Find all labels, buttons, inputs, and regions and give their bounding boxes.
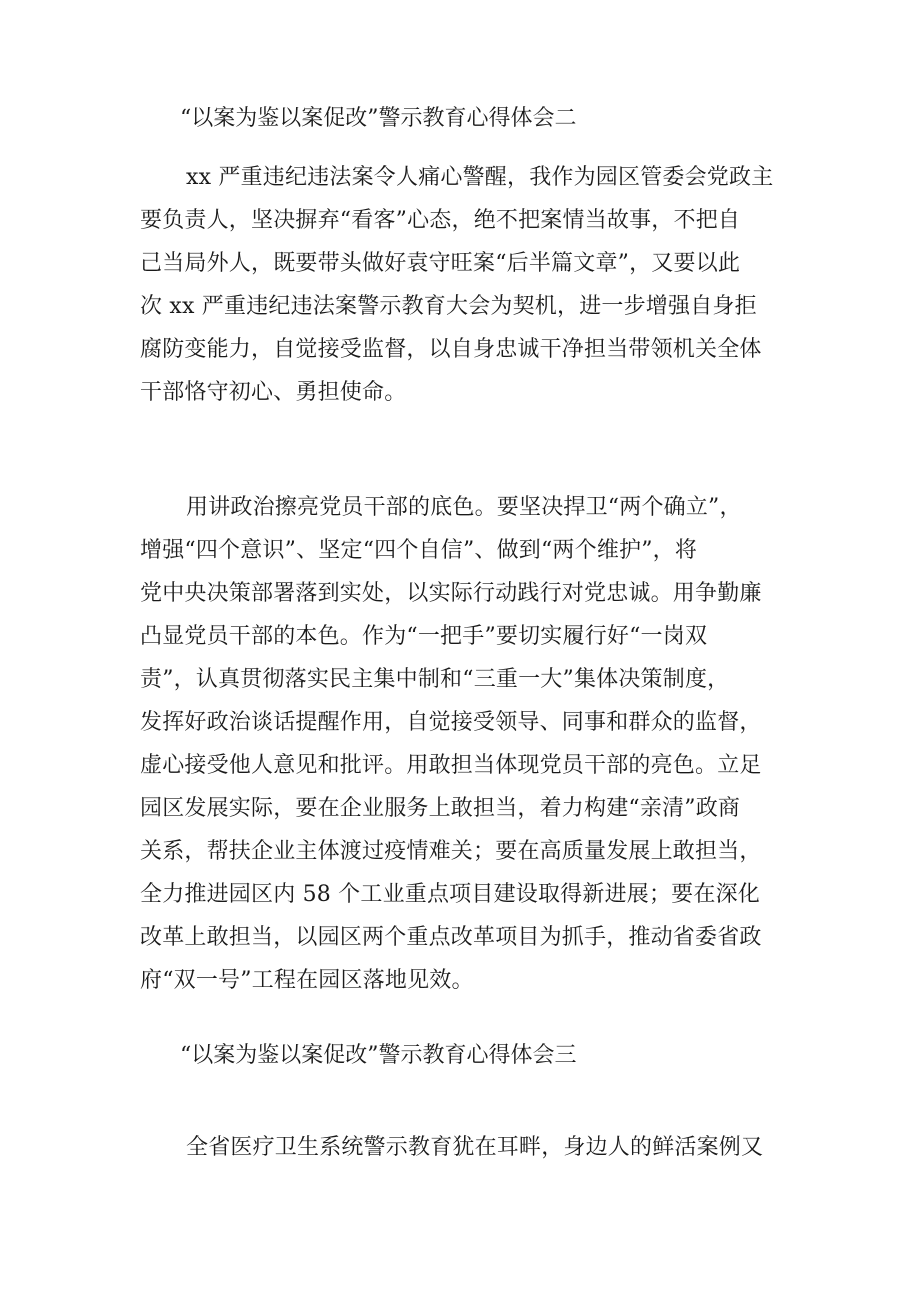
paragraph-line: 改革上敢担当，以园区两个重点改革项目为抓手，推动省委省政 [140, 925, 762, 950]
paragraph-line: 虚心接受他人意见和批评。用敢担当体现党员干部的亮色。立足 [140, 753, 762, 778]
paragraph-line: 己当局外人，既要带头做好袁守旺案“后半篇文章”，又要以此 [140, 251, 741, 276]
paragraph-line: 全省医疗卫生系统警示教育犹在耳畔，身边人的鲜活案例又 [186, 1135, 764, 1160]
paragraph-line: 党中央决策部署落到实处，以实际行动践行对党忠诚。用争勤廉 [140, 581, 762, 606]
paragraph-line: 增强“四个意识”、坚定“四个自信”、做到“两个维护”，将 [140, 538, 698, 563]
paragraph-2 [140, 486, 800, 1002]
paragraph-line: 责”，认真贯彻落实民主集中制和“三重一大”集体决策制度， [140, 667, 730, 692]
paragraph-line: 关系，帮扶企业主体渡过疫情难关；要在高质量发展上敢担当， [140, 839, 762, 864]
paragraph-line: 发挥好政治谈话提醒作用，自觉接受领导、同事和群众的监督， [140, 710, 762, 735]
paragraph-1 [140, 156, 800, 414]
paragraph-line: 干部恪守初心、勇担使命。 [140, 380, 407, 405]
paragraph-line: 用讲政治擦亮党员干部的底色。要坚决捍卫“两个确立”， [186, 495, 742, 520]
paragraph-line: 府“双一号”工程在园区落地见效。 [140, 968, 474, 993]
paragraph-line: xx 严重违纪违法案令人痛心警醒，我作为园区管委会党政主 [186, 165, 774, 190]
paragraph-line: 次 xx 严重违纪违法案警示教育大会为契机，进一步增强自身拒 [140, 294, 757, 319]
paragraph-line: 腐防变能力，自觉接受监督，以自身忠诚干净担当带领机关全体 [140, 337, 762, 362]
paragraph-3 [140, 1126, 800, 1169]
section-heading-2: “以案为鉴以案促改”警示教育心得体会二 [180, 106, 577, 131]
paragraph-line: 园区发展实际，要在企业服务上敢担当，着力构建“亲清”政商 [140, 796, 741, 821]
paragraph-line: 要负责人，坚决摒弃“看客”心态，绝不把案情当故事，不把自 [140, 208, 741, 233]
paragraph-line: 凸显党员干部的本色。作为“一把手”要切实履行好“一岗双 [140, 624, 708, 649]
section-heading-3: “以案为鉴以案促改”警示教育心得体会三 [180, 1043, 577, 1068]
paragraph-line: 全力推进园区内 58 个工业重点项目建设取得新进展；要在深化 [140, 882, 760, 907]
